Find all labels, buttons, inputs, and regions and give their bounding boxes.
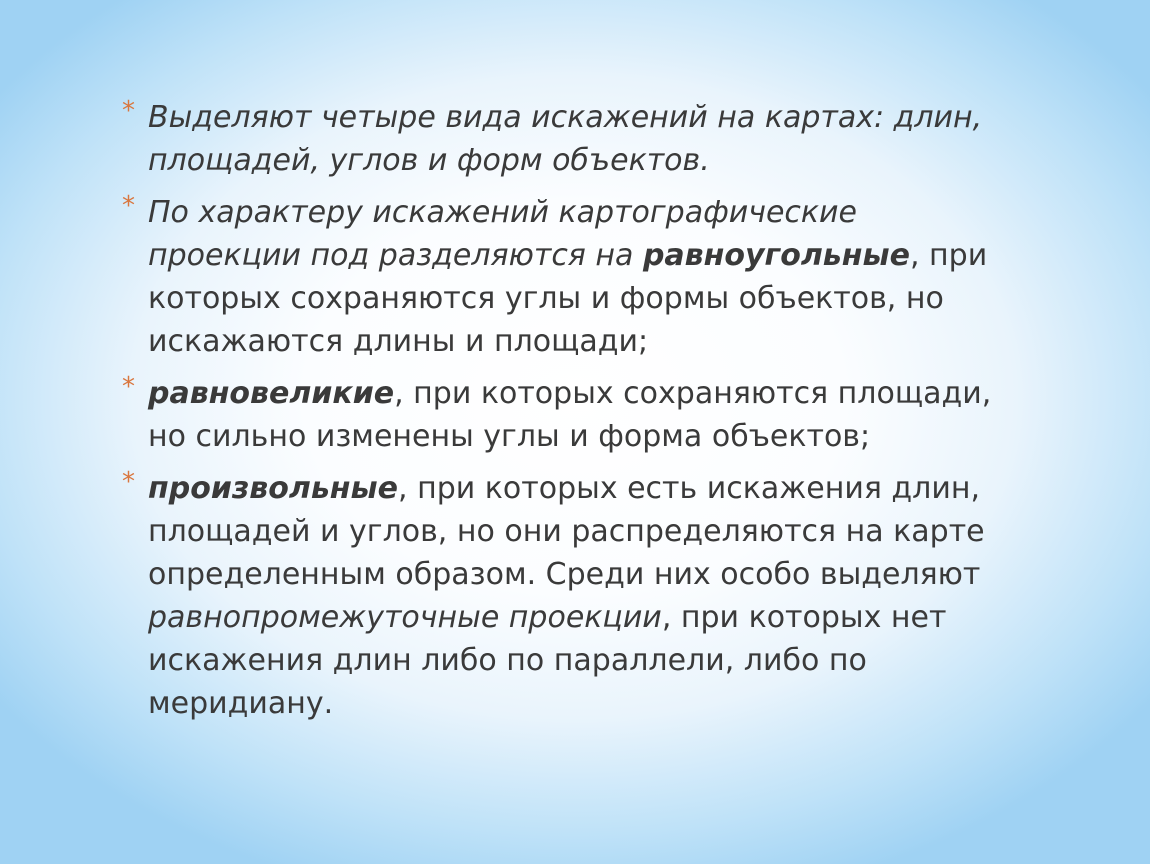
bullet-text: , при которых сохраняются углы и формы объектов, но искажаются длины и площади;	[148, 238, 988, 359]
bullet-marker: *	[122, 96, 135, 126]
slide-content	[118, 96, 1018, 734]
bullet-text: По характеру искажений картографические проекции под разделяются на	[148, 195, 857, 273]
term-equiangular: равноугольные	[642, 238, 910, 273]
bullet-text: , при которых есть искажения длин, площадей и углов, но они распределяются на карте определенным образом. Среди них особо выделяют	[148, 471, 985, 592]
bullet-marker: *	[122, 467, 135, 497]
term-arbitrary: произвольные	[148, 471, 399, 506]
term-equal-area: равновеликие	[148, 376, 395, 411]
bullet-text: , при которых сохраняются площади, но сильно изменены углы и форма объектов;	[148, 376, 992, 454]
bullet-item	[118, 372, 1018, 458]
term-equidistant: равнопромежуточные проекции	[148, 600, 662, 635]
bullet-marker: *	[122, 372, 135, 402]
bullet-text: Выделяют четыре вида искажений на картах: длин, площадей, углов и форм объектов.	[148, 100, 983, 178]
bullet-text: , при которых нет искажения длин либо по параллели, либо по меридиану.	[148, 600, 947, 721]
bullet-item	[118, 96, 1018, 182]
bullet-item	[118, 467, 1018, 725]
bullet-marker: *	[122, 191, 135, 221]
bullet-item	[118, 191, 1018, 363]
